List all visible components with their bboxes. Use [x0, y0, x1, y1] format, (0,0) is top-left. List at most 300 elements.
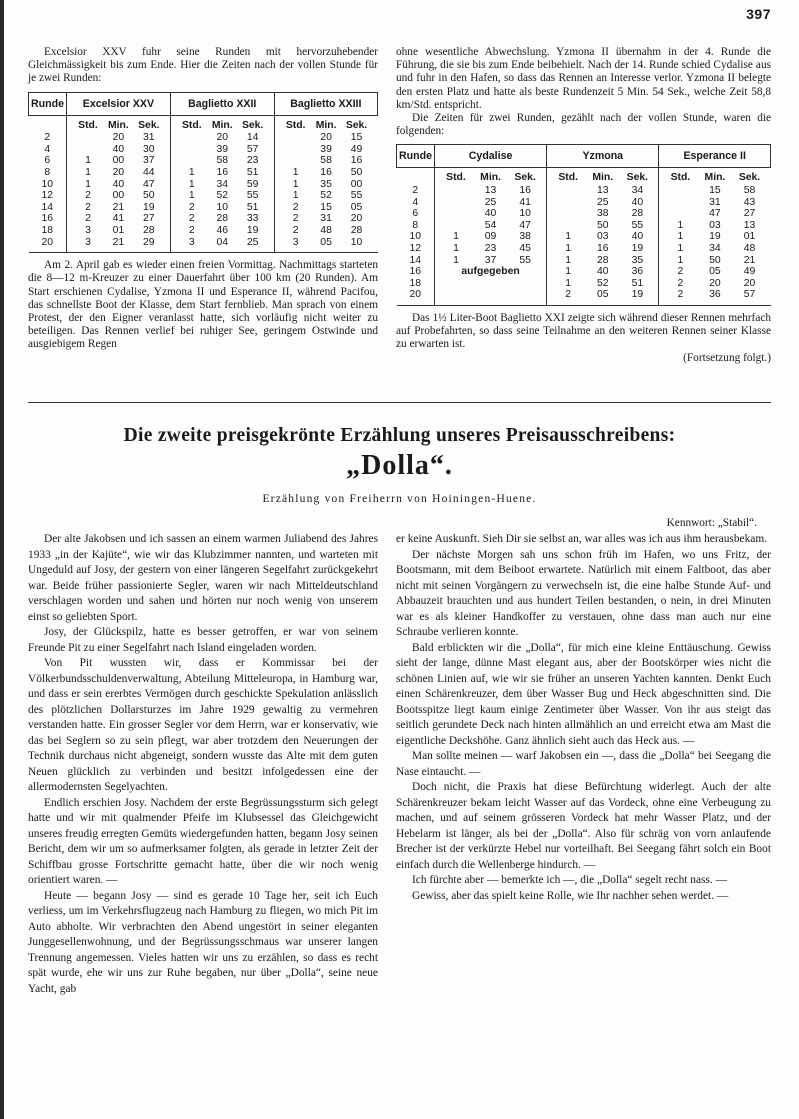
- round-number: 8: [397, 220, 435, 232]
- time-cell: [659, 266, 771, 278]
- time-value: 20: [216, 132, 229, 144]
- story-byline: Erzählung von Freiherrn von Hoiningen-Huene.: [262, 493, 537, 505]
- unit-label: Min.: [315, 119, 337, 131]
- time-value: [555, 208, 581, 220]
- unit-label: Sek.: [241, 119, 264, 131]
- time-value: 10: [519, 208, 531, 220]
- time-value: 50: [350, 166, 363, 178]
- time-value: 50: [143, 190, 155, 202]
- time-value: [283, 155, 309, 167]
- time-value: 43: [743, 196, 756, 208]
- time-value: 1: [677, 242, 684, 254]
- time-value: 2: [85, 190, 91, 202]
- time-value: 2: [677, 289, 684, 301]
- time-cell: [274, 144, 377, 156]
- time-cell: [547, 255, 659, 267]
- time-value: 1: [565, 266, 572, 278]
- times-intro-paragraph: Die Zeiten für zwei Runden, gezählt nach der vollen Stunde, waren die folgenden:: [396, 112, 771, 138]
- time-value: 31: [320, 213, 332, 225]
- time-value: 36: [631, 266, 644, 278]
- table-row: [397, 208, 771, 220]
- time-value: 1: [565, 242, 572, 254]
- story-left-column: [28, 532, 378, 997]
- time-value: [179, 132, 205, 144]
- time-cell: [434, 208, 546, 220]
- time-value: 05: [709, 266, 721, 278]
- time-value: 1: [565, 231, 572, 243]
- time-value: 39: [320, 143, 332, 155]
- time-cell: [274, 132, 377, 144]
- time-value: 21: [743, 254, 756, 266]
- time-value: 1: [453, 254, 459, 266]
- time-value: [283, 144, 309, 156]
- time-value: 25: [246, 236, 259, 248]
- time-value: 38: [519, 231, 531, 243]
- unit-label: Std.: [285, 119, 306, 131]
- time-value: 31: [709, 196, 721, 208]
- time-value: 50: [596, 219, 609, 231]
- time-value: 49: [350, 143, 363, 155]
- time-cell: [66, 225, 170, 237]
- time-value: 2: [85, 201, 91, 213]
- time-value: 16: [350, 155, 363, 167]
- time-value: 51: [246, 166, 259, 178]
- time-value: 45: [519, 242, 531, 254]
- time-value: 37: [484, 254, 497, 266]
- time-value: 03: [709, 219, 721, 231]
- time-cell: [659, 255, 771, 267]
- time-value: 55: [246, 190, 259, 202]
- time-cell: [274, 213, 377, 225]
- round-number: 4: [397, 197, 435, 209]
- story-paragraph: Man sollte meinen — warf Jakobsen ein —, dass die „Dolla“ bei Seegang die Nase eintaucht. —: [396, 750, 771, 778]
- time-value: 16: [216, 166, 229, 178]
- time-cell: [434, 243, 546, 255]
- time-value: 57: [743, 289, 756, 301]
- time-value: 2: [292, 201, 299, 213]
- time-value: 57: [246, 143, 259, 155]
- time-cell: [274, 167, 377, 179]
- round-number: 20: [397, 289, 435, 305]
- unit-label: Sek.: [514, 172, 536, 184]
- time-value: 04: [216, 236, 229, 248]
- unit-subheader: [170, 115, 274, 132]
- time-value: 13: [596, 185, 609, 197]
- time-cell: [659, 231, 771, 243]
- time-value: 30: [143, 143, 155, 155]
- round-number: 6: [397, 208, 435, 220]
- section-divider: [28, 402, 771, 403]
- excelsior-times-table: [28, 92, 378, 254]
- time-value: 48: [320, 224, 332, 236]
- time-cell: [434, 255, 546, 267]
- time-value: 05: [350, 201, 363, 213]
- time-cell: [170, 237, 274, 253]
- time-value: 51: [631, 277, 644, 289]
- time-cell: [547, 208, 659, 220]
- time-value: 44: [143, 166, 155, 178]
- time-value: 34: [631, 185, 644, 197]
- table-row: [29, 132, 378, 144]
- time-cell: [274, 237, 377, 253]
- time-cell: [170, 144, 274, 156]
- time-value: 35: [631, 254, 644, 266]
- time-cell: [434, 220, 546, 232]
- time-cell: [434, 289, 546, 305]
- time-cell: [66, 237, 170, 253]
- time-cell: [659, 208, 771, 220]
- cydalise-times-table: [396, 144, 771, 306]
- time-cell: [170, 190, 274, 202]
- time-value: 01: [743, 231, 756, 243]
- unit-label: Min.: [704, 172, 726, 184]
- time-value: 46: [216, 224, 229, 236]
- time-cell: [66, 167, 170, 179]
- unit-label: Min.: [480, 172, 501, 184]
- time-value: 50: [709, 254, 721, 266]
- round-number: 16: [29, 213, 67, 225]
- time-value: 3: [188, 236, 195, 248]
- time-value: 28: [143, 224, 155, 236]
- time-cell: [66, 144, 170, 156]
- time-value: 1: [292, 178, 299, 190]
- column-header-runde: Runde: [397, 145, 435, 168]
- subheader-empty: [29, 115, 67, 132]
- table-row: [397, 266, 771, 278]
- round-number: 16: [397, 266, 435, 278]
- time-value: 25: [596, 196, 609, 208]
- time-value: 40: [631, 196, 644, 208]
- time-cell: [547, 185, 659, 197]
- story-paragraph: Von Pit wussten wir, dass er Kommissar bei der Völkerbundsschuldenverwaltung, Abteilung Mitteleuropa, in Hamburg war, und dass er sein ererbtes Vermögen durch geschickte Spekulation anlässlich des plötzlichen Dollarsturzes im Jahre 1929 gewaltig zu vermehren verstanden hatte. Ein grosser Segler vor dem Herrn, war er konservativ, wie das bei Seglern so zu sein pflegt, war aber trotzdem den Neuerungen der Technik durchaus nicht abgeneigt, sondern wusste das Alte mit dem guten Neuen glücklich zu verbinden und besitzt infolgedessen eine der allermodernsten Segelyachten.: [28, 657, 378, 793]
- time-value: 16: [596, 242, 609, 254]
- time-cell: [274, 190, 377, 202]
- time-value: 13: [743, 219, 756, 231]
- time-value: 28: [216, 213, 229, 225]
- time-value: 19: [631, 242, 644, 254]
- time-value: 1: [677, 231, 684, 243]
- time-cell: [659, 220, 771, 232]
- time-value: 28: [596, 254, 609, 266]
- time-cell: [274, 155, 377, 167]
- time-value: 10: [216, 201, 229, 213]
- time-value: 34: [216, 178, 229, 190]
- time-value: 54: [484, 219, 497, 231]
- time-cell: [547, 278, 659, 290]
- time-value: [283, 132, 309, 144]
- time-value: 27: [743, 208, 756, 220]
- time-value: 28: [350, 224, 363, 236]
- time-value: 1: [453, 231, 459, 243]
- round-number: 6: [29, 155, 67, 167]
- round-number: 2: [29, 132, 67, 144]
- unit-label: Sek.: [738, 172, 761, 184]
- table-row: [29, 144, 378, 156]
- time-cell: [66, 155, 170, 167]
- time-value: 58: [320, 155, 332, 167]
- time-value: 49: [743, 266, 756, 278]
- time-value: 52: [216, 190, 229, 202]
- unit-label: Min.: [211, 119, 233, 131]
- scan-edge: [0, 0, 4, 1119]
- story-paragraph: Gewiss, aber das spielt keine Rolle, wie Ihr nachher sehen werdet. —: [412, 889, 729, 902]
- time-cell: [170, 225, 274, 237]
- time-cell: [66, 213, 170, 225]
- time-value: 23: [246, 155, 259, 167]
- time-cell: [659, 185, 771, 197]
- time-value: 1: [292, 166, 299, 178]
- time-value: [667, 197, 693, 209]
- round-number: 4: [29, 144, 67, 156]
- time-value: 20: [350, 213, 363, 225]
- time-value: 00: [350, 178, 363, 190]
- time-value: 20: [743, 277, 756, 289]
- time-value: 21: [112, 201, 125, 213]
- time-value: 1: [292, 190, 299, 202]
- time-value: 55: [350, 190, 363, 202]
- time-cell: [170, 155, 274, 167]
- round-number: 18: [29, 225, 67, 237]
- time-value: [555, 197, 581, 209]
- time-value: 16: [519, 185, 531, 197]
- time-value: 47: [709, 208, 721, 220]
- story-paragraph: Der alte Jakobsen und ich sassen an einem warmen Juliabend des Jahres 1933 „in der Kajüte“, wie wir das Klubzimmer nannten, und warteten mit Ungeduld auf Josy, der gestern von einer längeren Segelfahrt zurückgekehrt war. Beide früher passionierte Segler, waren wir nach Mitteldeutschland verschlagen worden und sahen und hörten nur noch wenig von unserem einst so geliebten Sport.: [28, 533, 378, 623]
- time-value: 1: [565, 254, 572, 266]
- time-value: 15: [350, 132, 363, 144]
- time-cell: [434, 231, 546, 243]
- unit-label: Min.: [108, 119, 129, 131]
- unit-label: Std.: [670, 172, 691, 184]
- round-number: 12: [29, 190, 67, 202]
- time-value: 40: [112, 143, 125, 155]
- unit-label: Sek.: [138, 119, 160, 131]
- time-cell: aufgegeben: [434, 266, 546, 278]
- round-number: 10: [397, 231, 435, 243]
- time-cell: [66, 190, 170, 202]
- top-left-column: [28, 46, 378, 352]
- time-value: 55: [519, 254, 531, 266]
- time-value: [443, 220, 469, 232]
- table-row: [29, 179, 378, 191]
- time-cell: [170, 213, 274, 225]
- time-value: 23: [484, 242, 497, 254]
- time-value: 1: [85, 166, 91, 178]
- table-row: [29, 202, 378, 214]
- race-report-paragraph: Am 2. April gab es wieder einen freien Vormittag. Nachmittags starteten die 8—12 m-Kreuzer zu einer Dauerfahrt über 100 km (20 Runden). Am Start erschienen Cydalise, Yzmona II und Esperance II, während Pacifou, das schnellste Boot der Klasse, dem Start fernblieb. Man sprach von einem Protest, der den Eigner veranlasst hatte, sich vorläufig nicht weiter zu beteiligen. Das Rennen verlief bei ruhiger See, geringem Ostwinde und ausgiebigem Regen: [28, 259, 378, 351]
- story-paragraph: er keine Auskunft. Sieh Dir sie selbst an, war alles was ich aus ihm herausbekam.: [396, 533, 768, 545]
- round-number: 18: [397, 278, 435, 290]
- time-cell: [547, 266, 659, 278]
- time-cell: [547, 243, 659, 255]
- column-header-boat: Yzmona: [547, 145, 659, 168]
- table-row: [29, 155, 378, 167]
- story-title: „Dolla“.: [346, 450, 453, 481]
- time-value: 03: [596, 231, 609, 243]
- time-value: 40: [112, 178, 125, 190]
- time-cell: [274, 179, 377, 191]
- time-cell: [66, 179, 170, 191]
- time-cell: [274, 202, 377, 214]
- story-right-column: [396, 532, 771, 904]
- column-header-boat: Baglietto XXIII: [274, 92, 377, 115]
- time-value: 2: [292, 213, 299, 225]
- time-value: [667, 208, 693, 220]
- time-cell: [547, 220, 659, 232]
- time-value: 40: [596, 266, 609, 278]
- round-number: 20: [29, 237, 67, 253]
- time-value: 19: [246, 224, 259, 236]
- time-value: 20: [320, 132, 332, 144]
- time-value: [179, 155, 205, 167]
- time-cell: [274, 225, 377, 237]
- column-header-boat: Cydalise: [434, 145, 546, 168]
- time-value: 2: [292, 224, 299, 236]
- table-row: [29, 190, 378, 202]
- round-number: 2: [397, 185, 435, 197]
- time-value: 05: [320, 236, 332, 248]
- time-cell: [170, 202, 274, 214]
- time-value: 1: [188, 178, 195, 190]
- time-value: 39: [216, 143, 229, 155]
- unit-subheader: [66, 115, 170, 132]
- time-value: 2: [188, 201, 195, 213]
- time-value: [443, 197, 469, 209]
- time-value: 47: [143, 178, 155, 190]
- unit-label: Std.: [558, 172, 578, 184]
- top-right-column: [396, 46, 771, 365]
- time-value: 31: [143, 132, 155, 144]
- time-value: 19: [709, 231, 721, 243]
- time-value: 1: [85, 178, 91, 190]
- time-value: [443, 208, 469, 220]
- time-value: 20: [112, 166, 125, 178]
- time-value: 1: [677, 219, 684, 231]
- round-number: 14: [397, 255, 435, 267]
- time-value: 3: [292, 236, 299, 248]
- time-value: 3: [85, 224, 91, 236]
- time-cell: [66, 132, 170, 144]
- baglietto-paragraph: Das 1½ Liter-Boot Baglietto XXI zeigte sich während dieser Rennen mehrfach auf Probefahrten, so dass seine Teilnahme an den weiteren Rennen seiner Klasse zu erwarten ist.: [396, 311, 771, 351]
- time-value: 35: [320, 178, 332, 190]
- time-value: 2: [188, 213, 195, 225]
- time-value: 13: [484, 185, 497, 197]
- time-value: 2: [677, 266, 684, 278]
- time-cell: [659, 243, 771, 255]
- time-cell: [66, 202, 170, 214]
- time-value: 1: [565, 277, 572, 289]
- time-value: 41: [112, 213, 125, 225]
- story-paragraph: Josy, der Glückspilz, hatte es besser getroffen, er war von seinem Freunde Pit zu einer Segelfahrt nach Island eingeladen worden.: [28, 626, 378, 654]
- unit-label: Std.: [446, 172, 466, 184]
- unit-label: Sek.: [626, 172, 649, 184]
- table-row: [397, 289, 771, 305]
- unit-subheader: [434, 168, 546, 185]
- time-value: 40: [484, 208, 497, 220]
- time-value: 51: [246, 201, 259, 213]
- time-value: 19: [143, 201, 155, 213]
- time-value: 55: [631, 219, 644, 231]
- time-value: [179, 144, 205, 156]
- table-row: [29, 213, 378, 225]
- table-row: [29, 167, 378, 179]
- time-cell: [547, 197, 659, 209]
- time-value: 41: [519, 196, 531, 208]
- time-cell: [659, 278, 771, 290]
- time-cell: [659, 197, 771, 209]
- time-value: 1: [188, 190, 195, 202]
- table-row: [397, 197, 771, 209]
- time-value: 28: [631, 208, 644, 220]
- time-value: 58: [743, 185, 756, 197]
- time-value: 3: [85, 236, 91, 248]
- table-row: [397, 185, 771, 197]
- intro-paragraph: Excelsior XXV fuhr seine Runden mit hervorzuhebender Gleichmässigkeit bis zum Ende. Hier die Zeiten nach der vollen Stunde für je zwei Runden:: [28, 46, 378, 85]
- story-paragraph: Der nächste Morgen sah uns schon früh im Hafen, wo uns Fritz, der Bootsmann, mit dem Beiboot erwartete. Natürlich mit einem Faltboot, das aber nicht mit seinen Vorgängern zu verwechseln ist, die eine halbe Stunde Auf- und Abbauzeit brauchten und aus hundert Teilen bestanden, o nein, in drei Minuten war es als kleiner Handkoffer zu verstauen, ohne dass man auch nur eine Schraube verlieren konnte.: [396, 548, 771, 638]
- round-number: 14: [29, 202, 67, 214]
- time-value: 15: [709, 185, 721, 197]
- kennwort-label: Kennwort: „Stabil“.: [666, 517, 757, 529]
- time-cell: [659, 289, 771, 305]
- subheader-empty: [397, 168, 435, 185]
- unit-subheader: [274, 115, 377, 132]
- time-value: 29: [143, 236, 155, 248]
- time-value: 59: [246, 178, 259, 190]
- time-cell: [434, 197, 546, 209]
- time-value: 37: [143, 155, 155, 167]
- time-value: 2: [565, 289, 572, 301]
- unit-label: Std.: [182, 119, 202, 131]
- time-value: 16: [320, 166, 332, 178]
- table-row: [397, 278, 771, 290]
- page-number: 397: [746, 6, 771, 22]
- time-value: 1: [677, 254, 684, 266]
- round-number: 10: [29, 179, 67, 191]
- column-header-runde: Runde: [29, 92, 67, 115]
- unit-subheader: [659, 168, 771, 185]
- column-header-boat: Baglietto XXII: [170, 92, 274, 115]
- unit-label: Min.: [592, 172, 614, 184]
- time-value: 20: [112, 132, 125, 144]
- time-value: 34: [709, 242, 721, 254]
- story-paragraph: Heute — begann Josy — sind es gerade 10 Tage her, seit ich Euch verliess, um im Verkehrsflugzeug nach Hamburg zu fliegen, wo mich Pit im Auto abholte. Wir verbrachten den Abend ungestört in seiner eleganten Junggesellenwohnung, und der Begrüssungsschmaus war unserer langen Trennung angemessen. Vieles hatten wir uns zu erzählen, so dass es recht spät wurde, ehe wir uns zur Ruhe begaben, nur über „Dolla“, seine neue Yacht, gab: [28, 889, 378, 995]
- table-row: [397, 231, 771, 243]
- time-value: 10: [350, 236, 363, 248]
- time-value: [75, 144, 101, 156]
- time-value: 00: [112, 190, 125, 202]
- time-value: 2: [677, 277, 684, 289]
- story-paragraph: Bald erblickten wir die „Dolla“, für mich eine kleine Enttäuschung. Gewiss sieht der lange, dünne Mast elegant aus, aber der Bootskörper wies nicht die schönen Linien auf, wie wir sie früher an unseren Yachten kannten. Denkt Euch einen Schärenkreuzer, dem über Wasser Bug und Heck abgeschnitten sind. Die Bootsspitze liegt kaum einige Zentimeter über Wasser. Von ihr aus steigt das seitlich gerundete Deck nach hinten allmählich an und erreicht etwa am Mast die eigentliche Deckshöhe. Ganz ähnlich sieht auch das Heck aus. —: [396, 641, 771, 747]
- time-value: 1: [188, 166, 195, 178]
- time-value: 27: [143, 213, 155, 225]
- table-row: [29, 237, 378, 253]
- unit-subheader: [547, 168, 659, 185]
- time-value: 48: [743, 242, 756, 254]
- time-cell: [434, 185, 546, 197]
- story-paragraph: Doch nicht, die Praxis hat diese Befürchtung widerlegt. Auch der alte Schärenkreuzer bekam leicht Wasser auf das Vordeck, ohne eine Verbeugung zu machen, und auf seinem grösseren Vordeck hat mehr Wasser Platz, und der Hebelarm ist länger, als bei der „Dolla“. Also für schräg von vorn anlaufende Brecher ist der verkürzte Hebel nur vorteilhaft. Bei Seegang fährt solch ein Boot einfach durch die Wellenberge hindurch. —: [396, 781, 771, 871]
- time-value: 1: [453, 242, 459, 254]
- time-cell: [434, 278, 546, 290]
- time-value: 38: [596, 208, 609, 220]
- time-value: [667, 185, 693, 197]
- table-row: [397, 220, 771, 232]
- time-value: 58: [216, 155, 229, 167]
- time-value: 52: [320, 190, 332, 202]
- time-value: 2: [85, 213, 91, 225]
- time-value: 00: [112, 155, 125, 167]
- time-value: 21: [112, 236, 125, 248]
- time-value: 52: [596, 277, 609, 289]
- time-value: 2: [188, 224, 195, 236]
